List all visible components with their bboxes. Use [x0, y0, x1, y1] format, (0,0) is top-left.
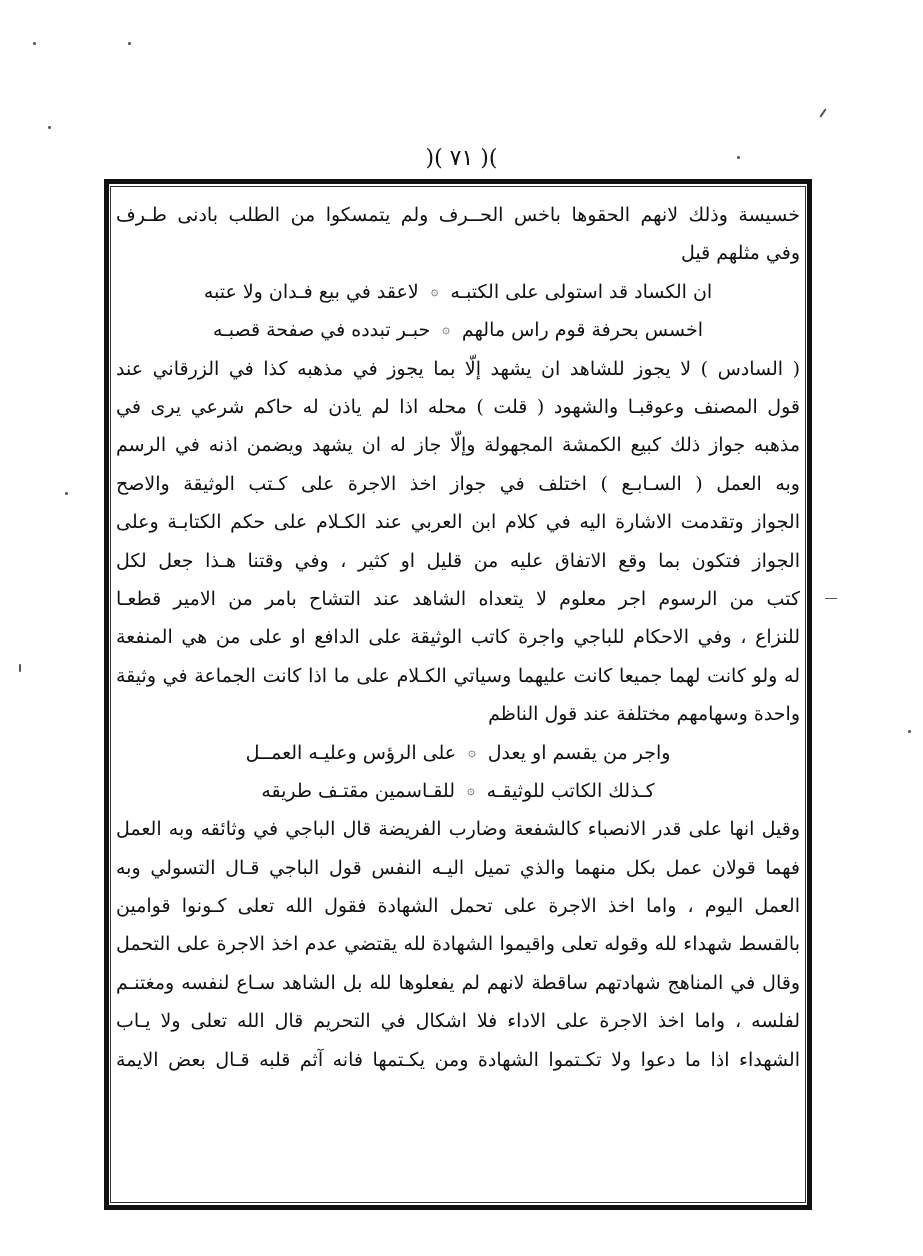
scan-speck: [128, 42, 131, 45]
verse-hemistich-second: للقـاسمين مقتـف طريقه: [261, 780, 456, 803]
scan-speck: [737, 156, 740, 159]
text-line: للنزاع ، وفي الاحكام للباجي واجرة كاتب الوثيقة على الدافع او على من هي المنفعة: [116, 626, 800, 649]
verse-separator-icon: ۞: [468, 744, 476, 760]
text-line: مذهبه جواز ذلك كبيع الكمشة المجهولة وإلّا جاز له ان يشهد ويضمن اذنه في الرسم: [116, 434, 800, 457]
text-line: الشهداء اذا ما دعوا ولا تكـتموا الشهادة ومن يكـتمها فانه آثم قلبه قـال بعض الايمة: [116, 1048, 800, 1071]
text-line: وقال في المناهج شهادتهم ساقطة لانهم لم يفعلوها لله بل الشاهد سـاع لنفسه ومغتنـم: [116, 971, 800, 994]
text-line: لفلسه ، واما اخذ الاجرة على الاداء فلا اشكال في التحريم قال الله تعلى ولا يـاب: [116, 1010, 800, 1033]
verse-separator-icon: ۞: [430, 283, 439, 299]
text-line: وقيل انها على قدر الانصباء كالشفعة وضارب الفريضة قال الباجي في وثائقه وبه العمل: [116, 818, 800, 841]
text-line: بالقسط شهداء لله وقوله تعلى واقيموا الشهادة لله يقتضي عدم اخذ الاجرة على التحمل: [116, 933, 800, 956]
text-line: وبه العمل ( السـابـع ) اختلف في جواز اخذ الاجرة على كـتب الوثيقة والاصح: [116, 472, 800, 495]
scan-speck: [48, 126, 51, 129]
text-line: الجواز وتقدمت الاشارة اليه في كلام ابن العربي عند الكـلام على حكم الكتابـة وعلى: [116, 511, 800, 534]
verse-separator-icon: ۞: [442, 322, 450, 338]
verse-hemistich-first: اخسس بحرفة قوم راس مالهم: [461, 319, 704, 342]
verse-line: [116, 772, 800, 810]
verse-line: [116, 733, 800, 771]
scan-mark: [19, 664, 21, 672]
scan-mark: [819, 108, 826, 117]
verse-hemistich-second: على الرؤس وعليـه العمــل: [245, 741, 457, 764]
text-line: الجواز فتكون بما وقع الاتفاق عليه من قليل او كثير ، وفي وقتنا هـذا جعل لكل: [116, 549, 800, 572]
text-line: له ولو كانت لهما جميعا كانت عليهما وسياتي الكـلام على ما اذا كانت الجماعة في وثيقة: [116, 664, 800, 687]
scan-mark: [825, 598, 837, 599]
verse-hemistich-second: لاعقد في بيع فـدان ولا عتبه: [203, 280, 419, 303]
verse-line: [116, 273, 800, 311]
verse-hemistich-first: ان الكساد قد استولى على الكتبـه: [450, 280, 713, 303]
scan-speck: [65, 492, 68, 495]
text-line: فهما قولان عمل بكل منهما والذي تميل اليـه النفس قول الباجي قـال التسولي وبه: [116, 856, 800, 879]
verse-line: [116, 311, 800, 349]
text-line: كتب من الرسوم اجر معلوم لا يتعداه الشاهد عند التشاح بامر من الامير قطعـا: [116, 587, 800, 610]
text-line: قول المصنف وعوقبـا والشهود ( قلت ) محله اذا لم ياذن له حاكم شرعي يرى في: [116, 395, 800, 418]
text-line: ( السادس ) لا يجوز للشاهد ان يشهد إلّا بما يجوز في مذهبه كذا في الزرقاني عند: [116, 357, 800, 380]
scan-speck: [33, 42, 36, 45]
text-line: خسيسة وذلك لانهم الحقوها باخس الحــرف ولم يتمسكوا من الطلب بادنى طـرف: [116, 204, 800, 226]
verse-hemistich-first: واجر من يقسم او يعدل: [487, 741, 671, 764]
verse-hemistich-first: كـذلك الكاتب للوثيقـه: [486, 780, 655, 803]
page-number: )( ٧١ )(: [425, 146, 498, 171]
text-line: وفي مثلهم قيل: [681, 242, 800, 265]
verse-hemistich-second: حبـر تبدده في صفحة قصبـه: [212, 319, 431, 342]
verse-separator-icon: ۞: [467, 783, 475, 799]
page-body: [116, 196, 800, 1196]
text-line: واحدة وسهامهم مختلفة عند قول الناظم: [488, 703, 800, 726]
text-line: العمل اليوم ، واما اخذ الاجرة على تحمل الشهادة فقول الله تعلى كـونوا قوامين: [116, 895, 800, 918]
scan-speck: [908, 730, 911, 733]
